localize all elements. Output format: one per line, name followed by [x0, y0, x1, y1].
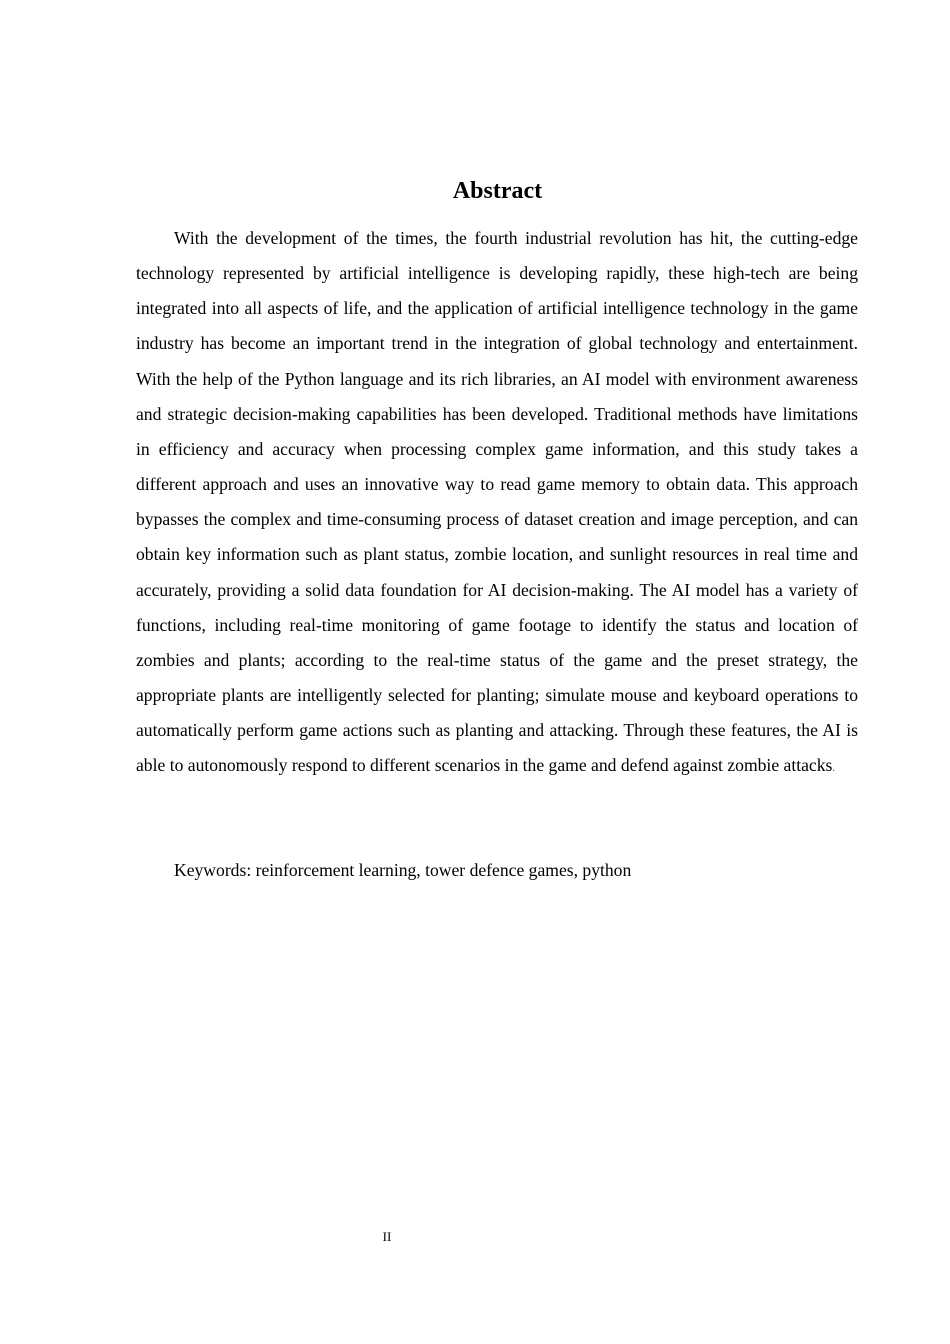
- abstract-end-punctuation: .: [832, 763, 835, 775]
- abstract-title: Abstract: [452, 178, 543, 204]
- abstract-paragraph: [136, 221, 858, 787]
- page-number: II: [382, 1229, 392, 1244]
- keywords-line: Keywords: reinforcement learning, tower defence games, python: [174, 860, 632, 880]
- abstract-body-text: With the development of the times, the fourth industrial revolution has hit, the cutting-edge technology represented by artificial intelligence is developing rapidly, these high-tech are being integrated into all aspects of life, and the application of artificial intelligence technology in the game industry has become an important trend in the integration of global technology and entertainment. With the help of the Python language and its rich libraries, an AI model with environment awareness and strategic decision-making capabilities has been developed. Traditional methods have limitations in efficiency and accuracy when processing complex game information, and this study takes a different approach and uses an innovative way to read game memory to obtain data. This approach bypasses the complex and time-consuming process of dataset creation and image perception, and can obtain key information such as plant status, zombie location, and sunlight resources in real time and accurately, providing a solid data foundation for AI decision-making. The AI model has a variety of functions, including real-time monitoring of game footage to identify the status and location of zombies and plants; according to the real-time status of the game and the preset strategy, the appropriate plants are intelligently selected for planting; simulate mouse and keyboard operations to automatically perform game actions such as planting and attacking. Through these features, the AI is able to autonomously respond to different scenarios in the game and defend against zombie attacks: [136, 228, 858, 776]
